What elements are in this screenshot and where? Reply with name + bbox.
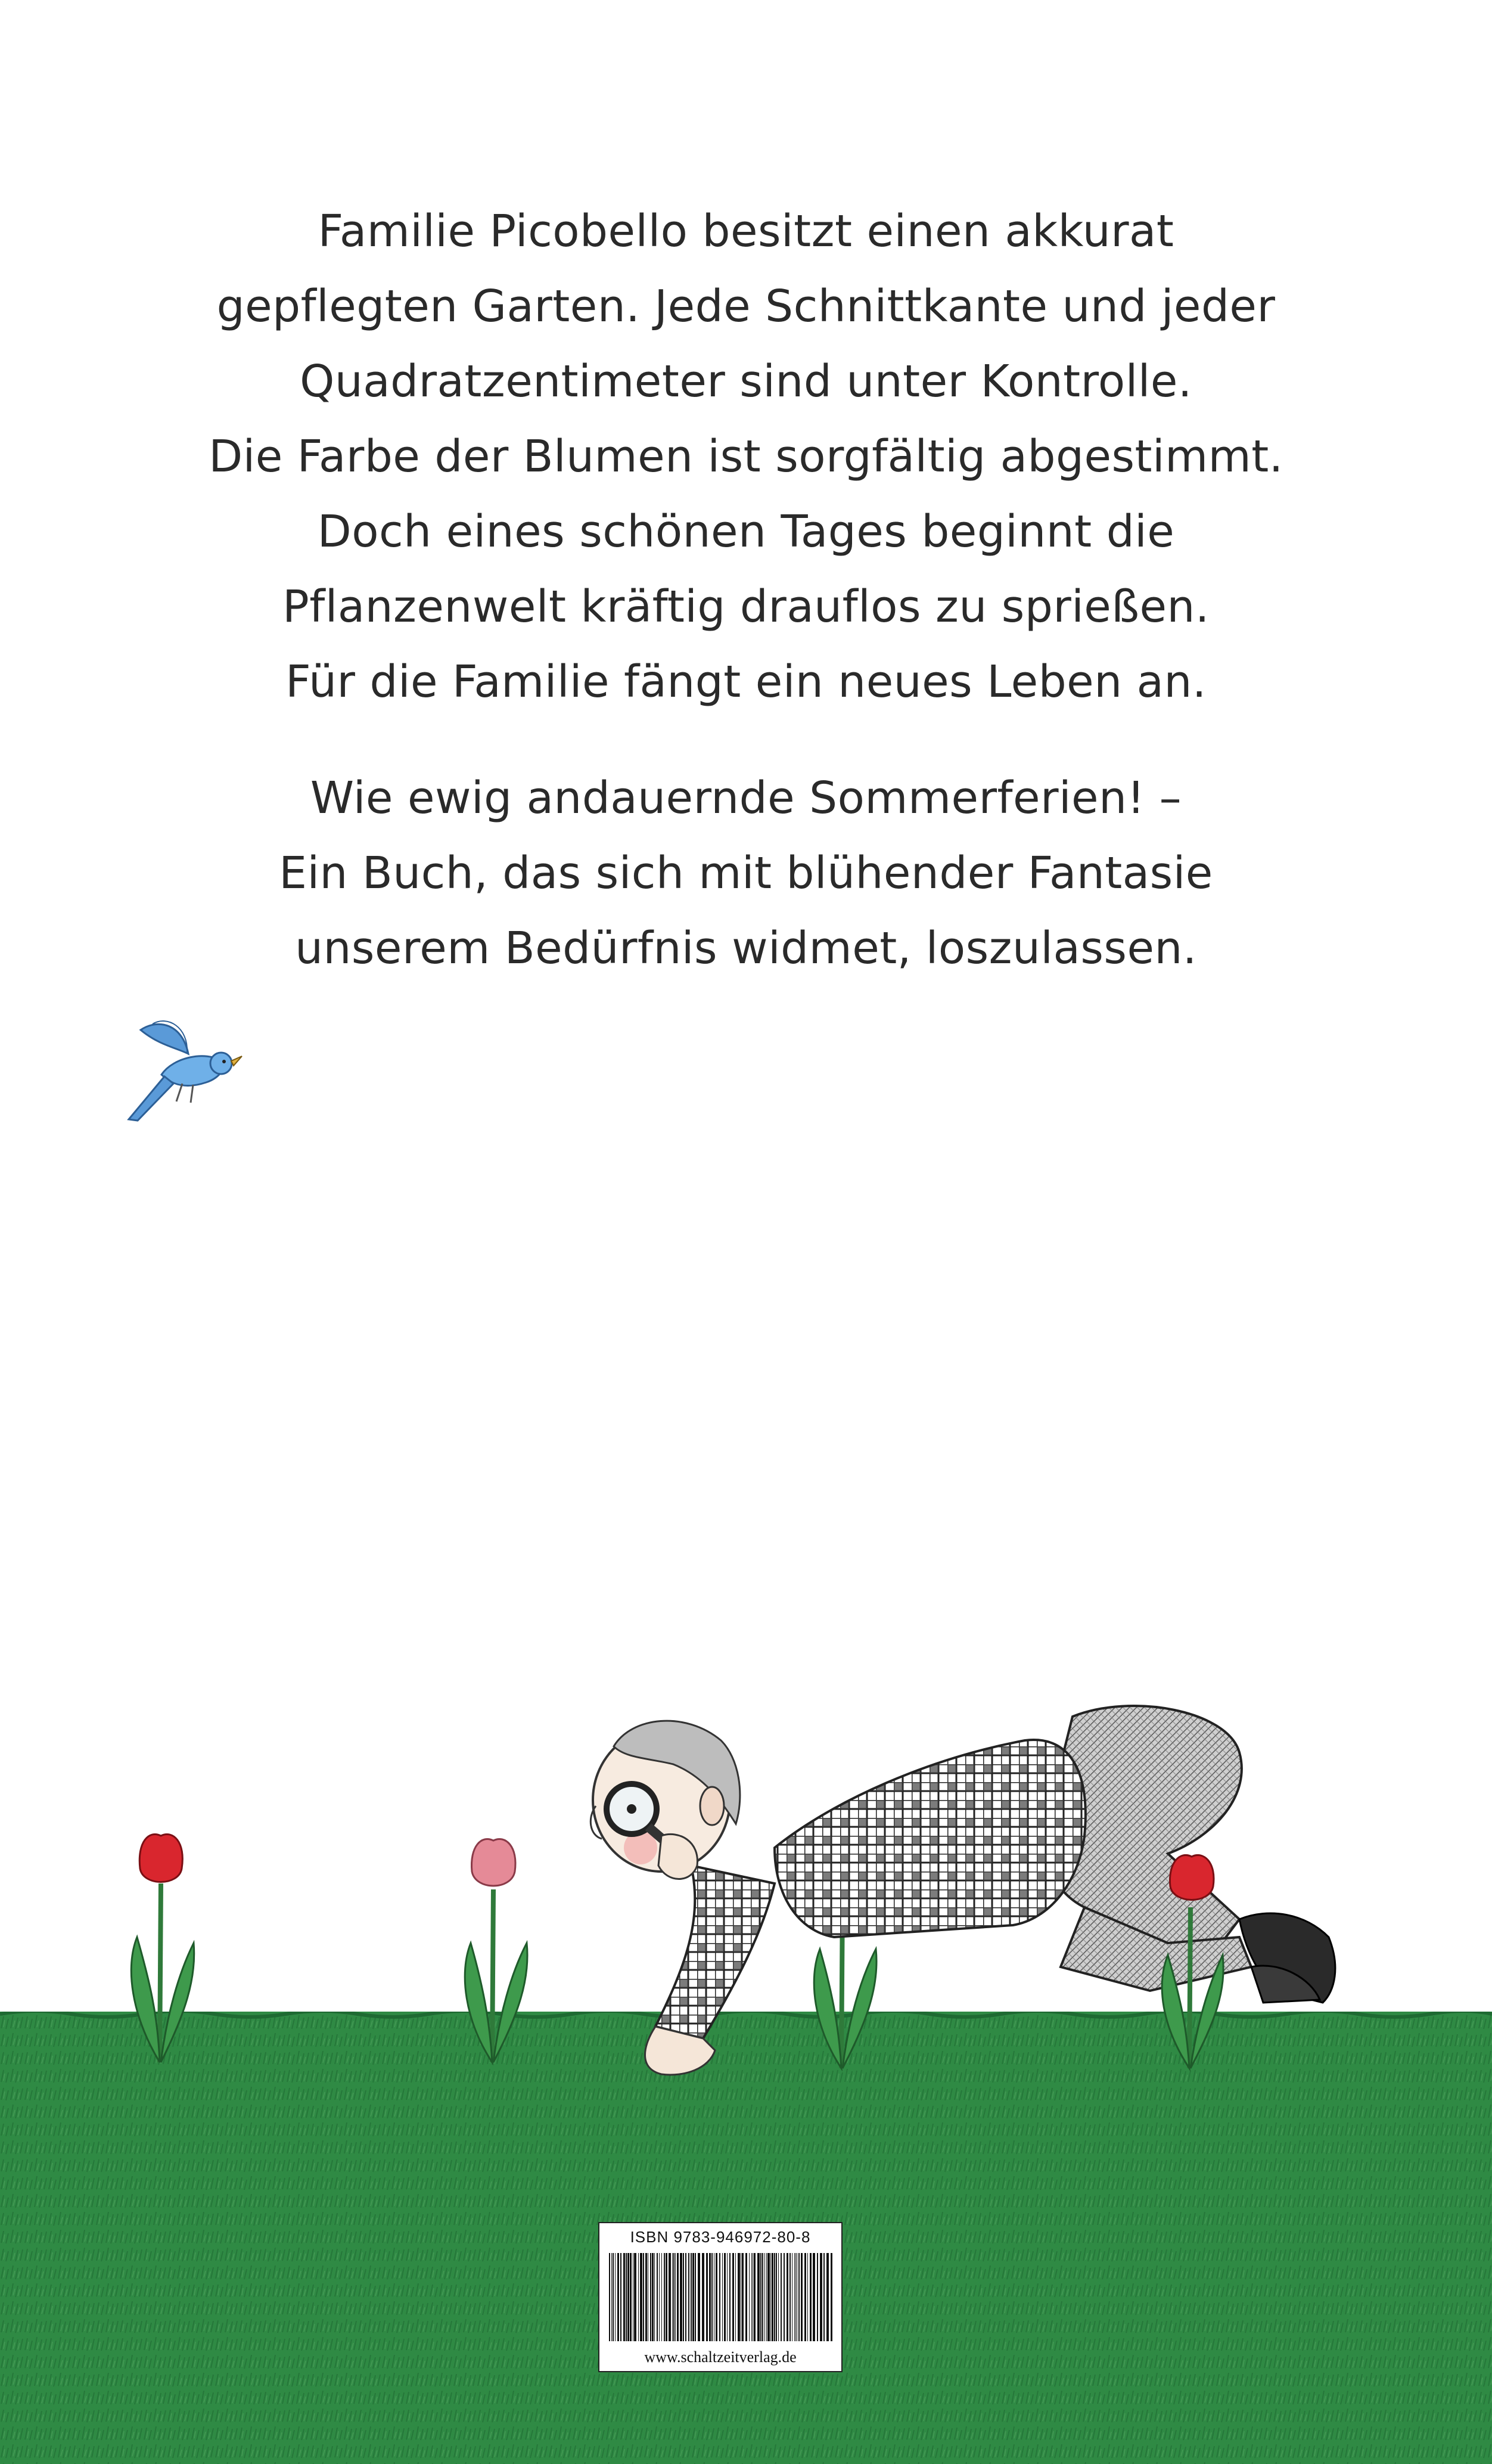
barcode-bar	[657, 2253, 658, 2341]
barcode-bar	[724, 2253, 726, 2341]
barcode-bar	[722, 2253, 723, 2341]
barcode-bar	[742, 2253, 744, 2341]
barcode-bar	[787, 2253, 788, 2341]
barcode-bar	[620, 2253, 621, 2341]
barcode-bar	[611, 2253, 612, 2341]
blurb-line: Ein Buch, das sich mit blühender Fantasie	[279, 848, 1213, 899]
barcode-bar	[801, 2253, 803, 2341]
barcode-bar	[778, 2253, 779, 2341]
barcode-bar	[659, 2253, 660, 2341]
barcode-bar	[645, 2253, 647, 2341]
barcode-bar	[626, 2253, 627, 2341]
barcode-bar	[751, 2253, 752, 2341]
barcode-bar	[711, 2253, 713, 2341]
barcode-bar	[719, 2253, 720, 2341]
barcode-bar	[772, 2253, 773, 2341]
barcode-bar	[617, 2253, 619, 2341]
barcode-bar	[664, 2253, 665, 2341]
barcode-bar	[831, 2253, 832, 2341]
barcode-bar	[709, 2253, 711, 2341]
barcode-bar	[770, 2253, 771, 2341]
tulip-red	[131, 1834, 194, 2062]
barcode-bar	[813, 2253, 815, 2341]
barcode-bar	[716, 2253, 717, 2341]
barcode-bar	[817, 2253, 818, 2341]
isbn-number: ISBN 9783-946972-80-8	[630, 2228, 811, 2246]
barcode-bar	[638, 2253, 639, 2341]
barcode-bar	[738, 2253, 740, 2341]
barcode-bar	[798, 2253, 800, 2341]
blurb-line: Die Farbe der Blumen ist sorgfältig abgestimmt.	[209, 431, 1283, 482]
barcode-bar	[767, 2253, 770, 2341]
barcode-bar	[643, 2253, 644, 2341]
barcode-bar	[673, 2253, 674, 2341]
barcode-bar	[652, 2253, 654, 2341]
barcode-bar	[757, 2253, 760, 2341]
man-with-magnifying-glass	[590, 1706, 1335, 2075]
barcode-bar	[766, 2253, 767, 2341]
barcode-bar	[661, 2253, 662, 2341]
barcode-bar	[781, 2253, 782, 2341]
barcode-bar	[683, 2253, 684, 2341]
barcode-bar	[774, 2253, 775, 2341]
blurb-line: Familie Picobello besitzt einen akkurat	[318, 206, 1174, 257]
barcode-bar	[754, 2253, 756, 2341]
barcode-bar	[688, 2253, 689, 2341]
barcode-bar	[691, 2253, 692, 2341]
barcode-bar	[692, 2253, 694, 2341]
garden-illustration	[0, 1657, 1492, 2110]
barcode-bar	[776, 2253, 777, 2341]
barcode-bar	[729, 2253, 731, 2341]
barcode-bar	[732, 2253, 734, 2341]
blurb-line: Wie ewig andauernde Sommerferien! –	[310, 772, 1182, 824]
barcode-bar	[727, 2253, 728, 2341]
barcode-bar	[650, 2253, 651, 2341]
blurb-line: unserem Bedürfnis widmet, loszulassen.	[295, 923, 1197, 974]
barcode-bar	[677, 2253, 679, 2341]
barcode-bar	[795, 2253, 796, 2341]
barcode-bar	[807, 2253, 808, 2341]
barcode-bar	[634, 2253, 636, 2341]
barcode-bar	[654, 2253, 655, 2341]
blurb-line: Für die Familie fängt ein neues Leben an.	[285, 656, 1207, 707]
barcode-bar	[826, 2253, 829, 2341]
barcode-bar	[675, 2253, 676, 2341]
barcode-bar	[762, 2253, 763, 2341]
barcode-bar	[820, 2253, 822, 2341]
barcode-bars	[608, 2253, 834, 2341]
publisher-url: www.schaltzeitverlag.de	[644, 2348, 797, 2366]
isbn-barcode	[598, 2222, 843, 2372]
barcode-bar	[640, 2253, 642, 2341]
barcode-bar	[794, 2253, 795, 2341]
barcode-bar	[698, 2253, 700, 2341]
barcode-bar	[630, 2253, 632, 2341]
barcode-bar	[627, 2253, 629, 2341]
barcode-bar	[749, 2253, 750, 2341]
barcode-bar	[789, 2253, 791, 2341]
barcode-bar	[702, 2253, 704, 2341]
barcode-bar	[680, 2253, 682, 2341]
barcode-bar	[764, 2253, 765, 2341]
barcode-bar	[623, 2253, 625, 2341]
blurb-paragraph-1	[0, 194, 1492, 719]
barcode-bar	[613, 2253, 614, 2341]
blurb-line: Pflanzenwelt kräftig drauflos zu sprießen.	[282, 581, 1210, 632]
barcode-bar	[609, 2253, 610, 2341]
barcode-bar	[784, 2253, 785, 2341]
blurb-line: Quadratzentimeter sind unter Kontrolle.	[300, 356, 1192, 407]
barcode-bar	[695, 2253, 696, 2341]
tulip-pink	[465, 1839, 527, 2062]
barcode-bar	[669, 2253, 671, 2341]
barcode-bar	[810, 2253, 812, 2341]
blurb-line: gepflegten Garten. Jede Schnittkante und jeder	[216, 281, 1276, 332]
bluebird-illustration	[117, 1006, 248, 1137]
barcode-bar	[745, 2253, 747, 2341]
blurb-line: Doch eines schönen Tages beginnt die	[317, 506, 1175, 557]
barcode-bar	[666, 2253, 667, 2341]
barcode-bar	[760, 2253, 761, 2341]
barcode-bar	[685, 2253, 686, 2341]
barcode-bar	[615, 2253, 616, 2341]
barcode-bar	[672, 2253, 673, 2341]
blurb-paragraph-2	[0, 761, 1492, 986]
barcode-bar	[823, 2253, 825, 2341]
barcode-bar	[735, 2253, 736, 2341]
barcode-bar	[706, 2253, 708, 2341]
barcode-bar	[804, 2253, 806, 2341]
